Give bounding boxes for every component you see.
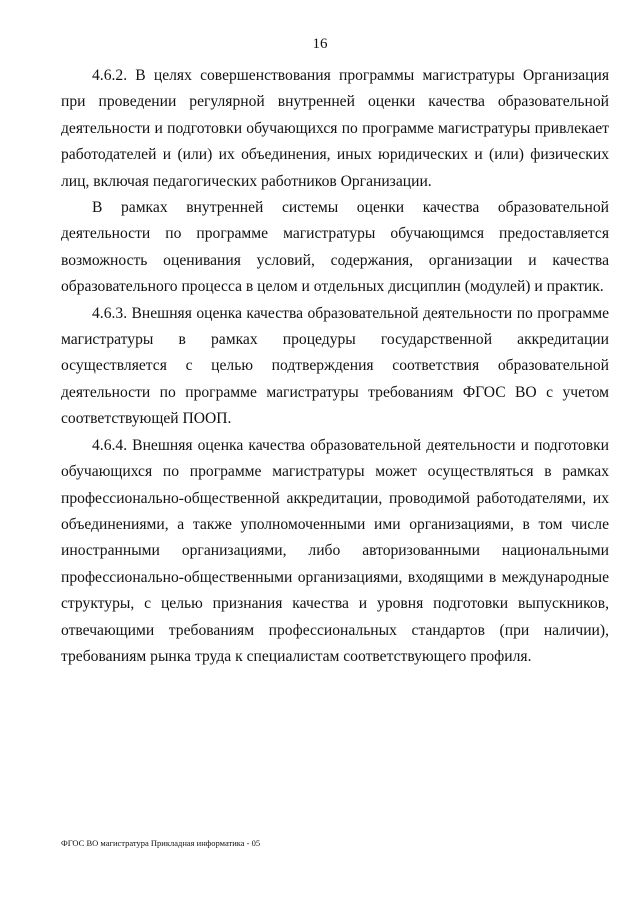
- page-footer: ФГОС ВО магистратура Прикладная информатика - 05: [61, 838, 261, 848]
- document-body: [61, 63, 609, 670]
- paragraph-4-6-2: 4.6.2. В целях совершенствования программы магистратуры Организация при проведении регулярной внутренней оценки качества образовательной деятельности и подготовки обучающихся по программе магистратуры привлекает работодателей и (или) их объединения, иных юридических и (или) физических лиц, включая педагогических работников Организации.: [61, 67, 609, 190]
- paragraph-internal-assessment: В рамках внутренней системы оценки качества образовательной деятельности по программе магистратуры обучающимся предоставляется возможность оценивания условий, содержания, организации и качества образовательного процесса в целом и отдельных дисциплин (модулей) и практик.: [61, 199, 609, 296]
- page-number: 16: [312, 36, 328, 52]
- paragraph-4-6-4: 4.6.4. Внешняя оценка качества образовательной деятельности и подготовки обучающихся по программе магистратуры может осуществляться в рамках профессионально-общественной аккредитации, проводимой работодателями, их объединениями, а также уполномоченными ими организациями, в том числе иностранными организациями, либо авторизованными национальными профессионально-общественными организациями, входящими в международные структуры, с целью признания качества и уровня подготовки выпускников, отвечающими требованиям профессиональных стандартов (при наличии), требованиям рынка труда к специалистам соответствующего профиля.: [61, 436, 609, 665]
- paragraph-4-6-3: 4.6.3. Внешняя оценка качества образовательной деятельности по программе магистратуры в рамках процедуры государственной аккредитации осуществляется с целью подтверждения соответствия образовательной деятельности по программе магистратуры требованиям ФГОС ВО с учетом соответствующей ПООП.: [61, 304, 609, 428]
